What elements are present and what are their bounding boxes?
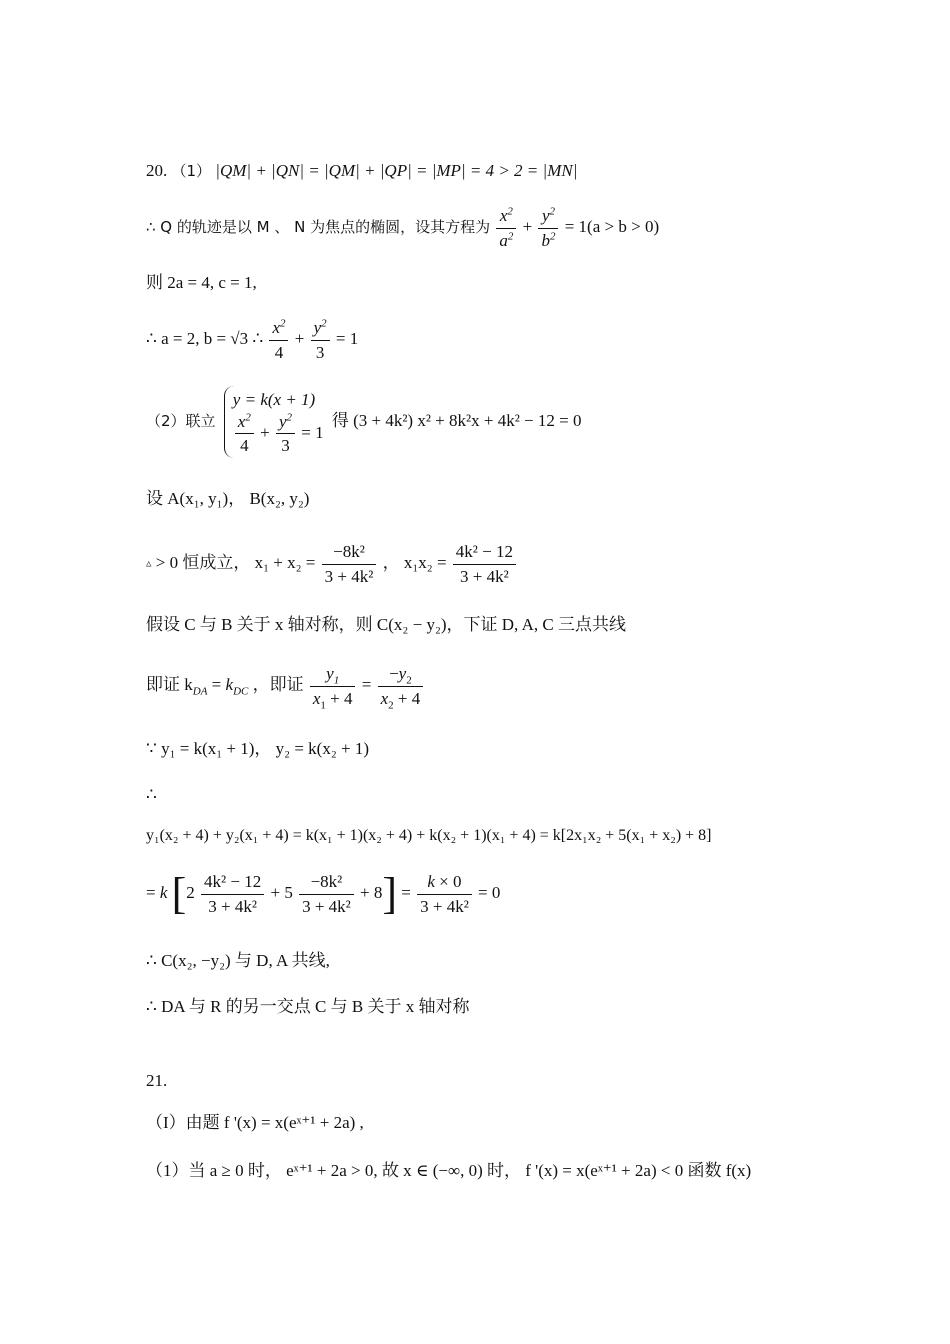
- q21-derivative-text: （I）由题 f '(x) = x(eˣ⁺¹ + 2a) ,: [146, 1113, 364, 1132]
- q20-line-assume: [146, 616, 626, 633]
- ellipse-frac-y: $\frac{y^2}{b^2}$: [538, 206, 558, 250]
- q20-line-ab: ∴ a = 2, b = √3 ∴ $\frac{x^2}{4}$ + $\frac{y^2}{3}$ = 1: [146, 317, 359, 362]
- q21-line-2: [146, 1162, 751, 1179]
- q20-line-long-equation: [146, 828, 712, 844]
- q20-line-result: = k [2 $\frac{\text{4k² − 12}}{\text{3 + 4k²}}$ + 5 $\frac{\text{−8k²}}{\text{3 + 4k²}}$ + 8] = $\frac{k \times 0}{\text{3 + 4k²}}$ = 0: [146, 869, 501, 919]
- q20-line-since: [146, 740, 369, 757]
- q20-part1-label: （1）: [171, 162, 212, 180]
- vieta-sum-frac: $\frac{\text{−8k²}}{\text{3 + 4k²}}$: [322, 542, 377, 586]
- q20-therefore-symbol: ∴: [146, 785, 157, 804]
- q20-locus-text: ∴ Q 的轨迹是以 M 、 N 为焦点的椭圆，设其方程为: [146, 217, 491, 236]
- q21-case-text: （1）当 a ≥ 0 时， eˣ⁺¹ + 2a > 0, 故 x ∈ (−∞, 0) 时， f '(x) = x(eˣ⁺¹ + 2a) < 0 函数 f(x): [146, 1161, 752, 1180]
- q20-assume-text: 假设 C 与 B 关于 x 轴对称，则 C(x₂ − y₂)，下证 D, A, C 三点共线: [146, 615, 626, 634]
- q20-line-prove: 即证 $k_{DA} = k_{DC}$ ，即证 $\frac{y_1}{x_1 + 4}$ = $\frac{-y_2}{x_2 + 4}$: [146, 664, 425, 708]
- q20-line-system: [146, 386, 581, 458]
- q20-locus-condition: = 1(a > b > 0): [564, 216, 660, 236]
- q20-result-end: = 0: [478, 882, 501, 902]
- q20-line-conclusion: [146, 998, 469, 1015]
- q20-line-part1: [146, 162, 577, 179]
- q20-line-vieta: [146, 542, 518, 586]
- equation-system: [224, 386, 324, 458]
- q20-line-collinear: [146, 952, 330, 969]
- system-eq-ellipse: $\frac{x^2}{4}$ + $\frac{y^2}{3}$ = 1: [233, 412, 324, 456]
- q20-line-then: [146, 274, 257, 291]
- q20-ab-end: = 1: [335, 328, 359, 348]
- ellipse-final-frac-x: $\frac{x^2}{4}$: [269, 318, 288, 362]
- q20-part1-equation: |QM| + |QN| = |QM| + |QP| = |MP| = 4 > 2 = |MN|: [215, 161, 578, 180]
- q20-delta-text: > 0 恒成立， x₁ + x₂ =: [155, 552, 316, 572]
- q20-collinear-text: ∴ C(x₂, −y₂) 与 D, A 共线,: [146, 951, 330, 970]
- q20-part2-label: （2）联立: [146, 411, 216, 430]
- q20-since-text: ∵ y₁ = k(x₁ + 1)， y₂ = k(x₂ + 1): [146, 739, 370, 758]
- q20-long-equation: y₁(x₂ + 4) + y₂(x₁ + 4) = k(x₁ + 1)(x₂ + 4) + k(x₂ + 1)(x₁ + 4) = k[2x₁x₂ + 5(x₁ + x₂) + 8]: [146, 827, 712, 844]
- q21-line-1: [146, 1114, 364, 1131]
- q20-then-text: 则 2a = 4, c = 1,: [146, 273, 257, 292]
- q21-number: 21.: [146, 1071, 168, 1090]
- q20-ab-text: ∴ a = 2, b = √3 ∴: [146, 328, 264, 348]
- q20-prod-text: ， x₁x₂ =: [382, 552, 447, 572]
- q20-let-points: 设 A(x₁, y₁)， B(x₂, y₂): [146, 489, 310, 508]
- q20-line-locus: ∴ Q 的轨迹是以 M 、 N 为焦点的椭圆，设其方程为 $\frac{x^2}{a^2}$ + $\frac{y^2}{b^2}$ = 1(a > b > 0): [146, 205, 660, 250]
- q21-number-line: [146, 1072, 167, 1089]
- ellipse-frac-x: $\frac{x^2}{a^2}$: [496, 206, 516, 250]
- slope-frac-a: $\frac{y_1}{x_1 + 4}$: [310, 664, 356, 708]
- delta-icon: ▵: [146, 557, 152, 570]
- vieta-prod-frac: $\frac{\text{4k² − 12}}{\text{3 + 4k²}}$: [453, 542, 516, 586]
- q20-conclusion-text: ∴ DA 与 R 的另一交点 C 与 B 关于 x 轴对称: [146, 997, 470, 1016]
- q20-line-therefore: [146, 786, 157, 803]
- system-eq-line: y = k(x + 1): [232, 390, 316, 409]
- ellipse-final-frac-y: $\frac{y^2}{3}$: [311, 318, 330, 362]
- q20-prove-a: 即证 k: [146, 674, 193, 694]
- q20-number: 20.: [146, 161, 168, 180]
- q20-prove-b: ，即证: [252, 674, 304, 694]
- q20-line-let: [146, 490, 309, 507]
- zero-frac: $\frac{k \times 0}{\text{3 + 4k²}}$: [417, 872, 472, 916]
- system-result: 得 (3 + 4k²) x² + 8k²x + 4k² − 12 = 0: [331, 410, 582, 430]
- slope-frac-c: $\frac{-y_2}{x_2 + 4}$: [378, 664, 424, 708]
